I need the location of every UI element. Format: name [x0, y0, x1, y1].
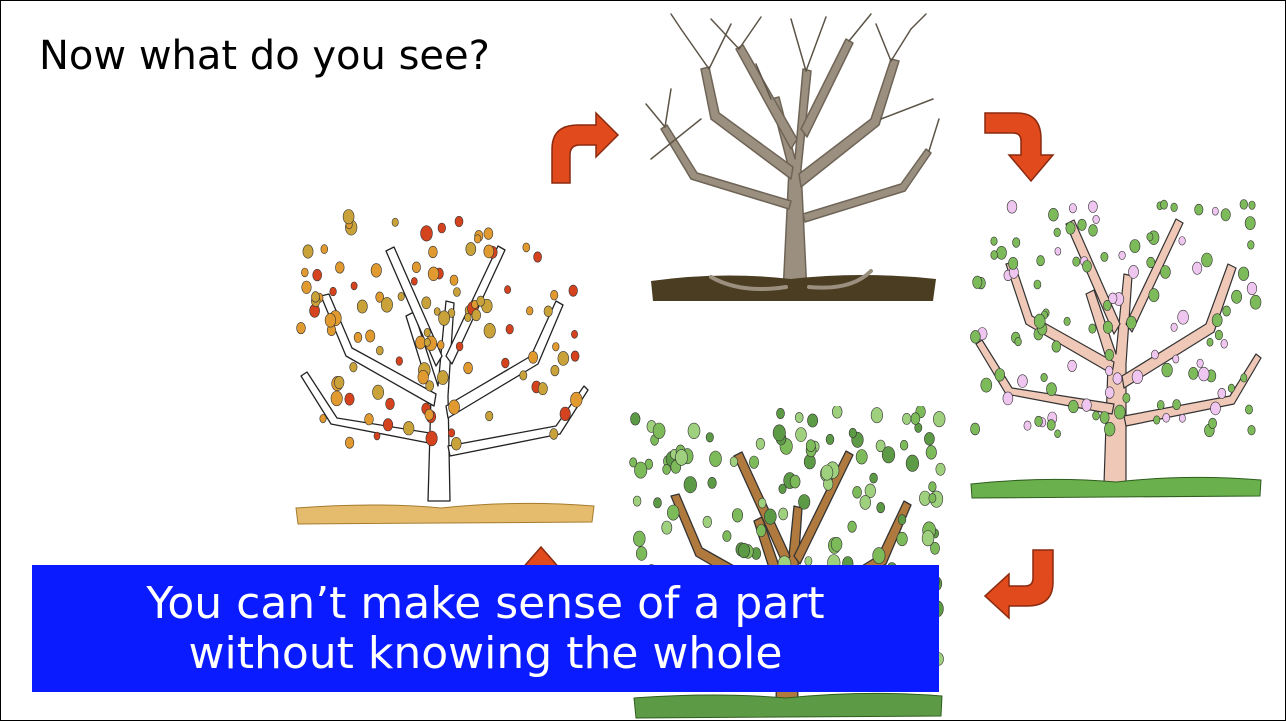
spring-leaf	[1171, 203, 1178, 212]
autumn-leaf	[301, 268, 308, 277]
spring-leaf	[1047, 420, 1055, 431]
summer-leaf	[795, 412, 803, 422]
spring-leaf	[1015, 337, 1022, 345]
autumn-leaf	[464, 362, 473, 374]
autumn-leaf	[534, 252, 542, 262]
summer-leaf	[779, 508, 788, 520]
summer-leaf	[790, 475, 800, 488]
spring-leaf	[1212, 207, 1218, 215]
spring-leaf	[1003, 392, 1013, 405]
autumn-leaf	[386, 398, 395, 409]
spring-leaf	[1207, 338, 1213, 346]
autumn-leaf	[354, 332, 362, 342]
summer-leaf	[856, 450, 867, 465]
spring-leaf	[1179, 414, 1185, 422]
autumn-leaf	[538, 383, 547, 395]
spring-leaf	[1221, 339, 1228, 348]
spring-leaf	[1104, 422, 1115, 436]
spring-leaf	[1114, 405, 1125, 419]
summer-leaf	[796, 428, 807, 442]
summer-leaf	[635, 462, 647, 478]
summer-leaf	[777, 408, 785, 418]
autumn-leaf	[558, 351, 569, 365]
curved-arrow-icon	[546, 111, 621, 186]
summer-leaf	[633, 531, 645, 546]
autumn-leaf	[455, 216, 463, 226]
spring-leaf	[971, 330, 981, 343]
summer-leaf	[708, 477, 717, 488]
spring-leaf	[1228, 384, 1234, 392]
autumn-leaf	[331, 391, 342, 406]
spring-leaf	[1037, 256, 1045, 266]
autumn-leaf	[453, 288, 460, 297]
spring-leaf	[1245, 217, 1255, 230]
spring-leaf	[1013, 238, 1020, 248]
spring-leaf	[1193, 262, 1202, 274]
spring-leaf	[995, 369, 1005, 382]
spring-leaf	[1088, 201, 1097, 213]
spring-leaf	[1113, 373, 1122, 385]
summer-leaf	[906, 455, 919, 471]
spring-leaf	[1052, 341, 1061, 352]
autumn-leaf	[365, 414, 374, 425]
summer-leaf	[897, 532, 908, 546]
autumn-leaf	[472, 310, 481, 321]
summer-leaf	[831, 537, 842, 551]
autumn-leaf	[560, 407, 570, 421]
summer-leaf	[853, 486, 862, 498]
spring-leaf	[1078, 219, 1087, 230]
spring-leaf	[1162, 363, 1173, 377]
autumn-leaf	[474, 235, 481, 243]
autumn-leaf	[320, 414, 326, 422]
summer-leaf	[684, 477, 697, 493]
summer-leaf	[757, 525, 766, 537]
autumn-leaf	[381, 297, 392, 312]
summer-leaf	[924, 432, 934, 445]
spring-leaf	[1034, 280, 1041, 289]
spring-tree-illustration	[966, 184, 1264, 504]
summer-leaf	[929, 482, 937, 492]
autumn-leaf	[544, 306, 552, 317]
spring-leaf	[1147, 257, 1155, 268]
summer-leaf	[873, 548, 885, 564]
spring-leaf	[1179, 237, 1186, 246]
spring-leaf	[1130, 240, 1140, 253]
spring-leaf	[1083, 261, 1092, 273]
autumn-leaf	[366, 330, 375, 342]
spring-leaf	[1055, 430, 1061, 438]
curved-arrow-icon	[983, 546, 1058, 621]
autumn-leaf	[550, 429, 558, 440]
autumn-leaf	[502, 358, 510, 368]
autumn-leaf	[321, 245, 328, 254]
autumn-leaf	[449, 400, 460, 414]
autumn-leaf	[571, 392, 583, 407]
spring-leaf	[1241, 374, 1247, 382]
autumn-leaf	[484, 228, 493, 240]
spring-leaf	[1250, 295, 1261, 309]
autumn-leaf	[571, 351, 579, 361]
spring-leaf	[1209, 418, 1217, 428]
summer-leaf	[808, 414, 818, 427]
summer-leaf	[749, 456, 758, 468]
spring-leaf	[1197, 359, 1203, 367]
message-banner	[32, 565, 939, 692]
spring-leaf	[1008, 257, 1017, 269]
autumn-leaf	[371, 264, 381, 278]
spring-leaf	[1248, 241, 1255, 250]
spring-leaf	[1069, 400, 1079, 413]
summer-leaf	[710, 451, 722, 467]
spring-leaf	[1249, 201, 1255, 209]
spring-leaf	[1154, 416, 1160, 424]
autumn-leaf	[422, 297, 431, 309]
spring-leaf	[1103, 321, 1112, 333]
summer-leaf	[732, 509, 742, 523]
summer-leaf	[723, 531, 731, 542]
autumn-leaf	[451, 437, 461, 450]
spring-leaf	[1105, 366, 1112, 376]
banner-line-1: You can’t make sense of a part	[146, 577, 825, 629]
summer-leaf	[900, 440, 908, 450]
autumn-leaf	[551, 365, 559, 376]
spring-leaf	[1064, 317, 1070, 325]
spring-leaf	[1161, 200, 1168, 209]
spring-leaf	[1157, 400, 1164, 409]
spring-leaf	[971, 423, 980, 435]
spring-leaf	[1218, 388, 1226, 398]
spring-leaf	[1173, 355, 1179, 363]
autumn-leaf	[505, 286, 511, 294]
spring-leaf	[1082, 399, 1092, 412]
banner-line-2: without knowing the whole	[188, 627, 783, 679]
spring-leaf	[1151, 350, 1158, 359]
spring-leaf	[1199, 367, 1210, 381]
summer-leaf	[806, 440, 815, 452]
autumn-leaf	[330, 287, 337, 296]
summer-leaf	[663, 464, 671, 474]
spring-leaf	[1047, 383, 1057, 396]
summer-leaf	[773, 425, 785, 441]
spring-leaf	[1089, 324, 1096, 333]
spring-leaf	[1149, 289, 1159, 302]
spring-leaf	[1123, 393, 1130, 402]
autumn-leaf	[439, 311, 450, 326]
autumn-leaf	[424, 338, 430, 346]
summer-leaf	[703, 516, 712, 527]
spring-leaf	[1105, 387, 1114, 399]
autumn-leaf	[450, 275, 458, 285]
autumn-leaf	[313, 269, 322, 281]
autumn-leaf	[523, 243, 530, 252]
summer-leaf	[631, 413, 641, 425]
summer-leaf	[933, 411, 945, 426]
spring-leaf	[1171, 323, 1177, 331]
spring-leaf	[1160, 266, 1170, 279]
summer-leaf	[688, 423, 700, 439]
autumn-leaf	[484, 245, 494, 258]
summer-leaf	[882, 447, 895, 463]
spring-leaf	[1109, 293, 1117, 304]
summer-leaf	[832, 406, 842, 418]
autumn-leaf	[551, 290, 558, 300]
autumn-leaf	[486, 411, 493, 421]
autumn-leaf	[429, 246, 438, 258]
spring-leaf	[981, 378, 992, 392]
autumn-leaf	[303, 245, 313, 258]
autumn-leaf	[418, 370, 429, 384]
summer-leaf	[848, 521, 857, 532]
autumn-leaf	[456, 342, 463, 351]
autumn-leaf	[335, 262, 344, 273]
autumn-leaf	[424, 328, 430, 336]
autumn-leaf	[465, 313, 472, 321]
autumn-leaf	[411, 277, 417, 285]
summer-leaf	[636, 547, 647, 561]
summer-leaf	[633, 496, 641, 506]
autumn-leaf	[345, 393, 354, 405]
autumn-leaf	[477, 296, 485, 306]
summer-leaf	[758, 498, 766, 508]
summer-leaf	[730, 457, 738, 467]
autumn-leaf	[357, 300, 367, 313]
spring-leaf	[1100, 412, 1109, 424]
autumn-leaf	[520, 371, 527, 380]
summer-leaf	[675, 450, 687, 466]
summer-leaf	[898, 515, 906, 525]
spring-leaf	[1018, 375, 1028, 388]
summer-leaf	[902, 413, 911, 424]
autumn-leaf	[351, 282, 357, 290]
spring-leaf	[973, 276, 982, 288]
autumn-leaf	[325, 313, 336, 327]
summer-leaf	[706, 433, 713, 443]
summer-leaf	[926, 446, 936, 460]
spring-leaf	[1189, 367, 1198, 379]
spring-leaf	[1007, 201, 1017, 214]
slide-title: Now what do you see?	[39, 33, 490, 79]
spring-leaf	[1163, 413, 1170, 422]
autumn-leaf	[421, 226, 433, 241]
summer-leaf	[654, 498, 662, 508]
summer-leaf	[870, 473, 878, 483]
spring-leaf	[1211, 402, 1221, 415]
autumn-leaf	[506, 324, 513, 334]
autumn-leaf	[428, 267, 439, 281]
summer-leaf	[738, 543, 749, 558]
autumn-leaf	[392, 218, 398, 226]
autumn-leaf	[343, 210, 354, 224]
spring-leaf	[1173, 400, 1181, 410]
autumn-leaf	[345, 437, 354, 448]
spring-leaf	[1119, 251, 1126, 259]
spring-leaf	[1232, 290, 1242, 303]
summer-leaf	[662, 521, 672, 534]
autumn-leaf	[529, 351, 538, 363]
spring-leaf	[1147, 233, 1153, 241]
summer-leaf	[826, 434, 834, 444]
spring-leaf	[1073, 257, 1080, 266]
winter-tree-illustration	[641, 9, 941, 304]
summer-leaf	[936, 463, 945, 475]
autumn-tree-illustration	[286, 206, 596, 526]
spring-leaf	[1178, 310, 1189, 324]
autumn-leaf	[374, 432, 380, 440]
spring-leaf	[1049, 208, 1059, 221]
spring-leaf	[1221, 209, 1230, 221]
spring-leaf	[1127, 316, 1137, 329]
summer-leaf	[764, 509, 776, 524]
autumn-leaf	[302, 281, 312, 294]
spring-leaf	[1089, 225, 1098, 237]
spring-leaf	[1105, 349, 1114, 360]
curved-arrow-icon	[983, 109, 1058, 184]
autumn-leaf	[426, 431, 437, 446]
autumn-leaf	[438, 223, 446, 233]
spring-leaf	[1129, 265, 1139, 278]
spring-leaf	[1240, 200, 1248, 210]
autumn-leaf	[350, 362, 357, 372]
autumn-leaf	[412, 262, 420, 273]
spring-leaf	[1068, 360, 1077, 371]
summer-leaf	[871, 408, 883, 423]
spring-leaf	[1202, 253, 1213, 267]
spring-leaf	[1132, 370, 1143, 384]
autumn-leaf	[425, 409, 434, 420]
spring-leaf	[991, 251, 998, 260]
spring-leaf	[1069, 204, 1076, 213]
spring-leaf	[1223, 306, 1231, 316]
spring-leaf	[1245, 405, 1252, 414]
autumn-leaf	[438, 341, 445, 350]
autumn-leaf	[297, 322, 306, 333]
spring-leaf	[1034, 314, 1045, 328]
summer-leaf	[922, 531, 934, 546]
summer-leaf	[929, 493, 936, 502]
spring-leaf	[1101, 252, 1108, 261]
autumn-leaf	[526, 307, 533, 315]
autumn-leaf	[437, 371, 448, 385]
spring-leaf	[1041, 373, 1048, 381]
spring-leaf	[1055, 247, 1061, 255]
autumn-leaf	[373, 385, 384, 399]
summer-leaf	[667, 505, 679, 520]
summer-leaf	[779, 484, 786, 494]
spring-leaf	[1248, 425, 1255, 435]
spring-leaf	[1238, 267, 1248, 281]
autumn-leaf	[569, 285, 578, 296]
autumn-leaf	[553, 343, 560, 351]
autumn-leaf	[376, 346, 383, 355]
summer-leaf	[756, 438, 765, 449]
summer-leaf	[653, 423, 665, 439]
spring-leaf	[1093, 215, 1100, 223]
spring-leaf	[1212, 314, 1222, 327]
summer-leaf	[799, 495, 810, 510]
summer-leaf	[860, 495, 871, 509]
summer-leaf	[911, 413, 920, 425]
spring-leaf	[1054, 228, 1061, 237]
spring-leaf	[1035, 416, 1043, 426]
spring-leaf	[1024, 421, 1031, 430]
autumn-leaf	[396, 357, 403, 366]
autumn-leaf	[484, 323, 495, 338]
autumn-leaf	[571, 330, 577, 338]
autumn-leaf	[312, 292, 320, 303]
spring-leaf	[1195, 204, 1203, 215]
spring-leaf	[997, 246, 1007, 259]
summer-leaf	[877, 502, 885, 512]
autumn-leaf	[334, 376, 344, 388]
autumn-leaf	[398, 292, 404, 300]
autumn-leaf	[466, 242, 476, 255]
summer-leaf	[849, 428, 856, 438]
spring-leaf	[1093, 411, 1100, 420]
summer-leaf	[821, 465, 833, 480]
spring-leaf	[1215, 330, 1222, 340]
spring-leaf	[991, 237, 997, 245]
autumn-leaf	[403, 421, 414, 435]
spring-leaf	[1066, 222, 1075, 234]
autumn-leaf	[383, 419, 393, 431]
spring-leaf	[1247, 282, 1257, 294]
autumn-leaf	[448, 429, 455, 437]
